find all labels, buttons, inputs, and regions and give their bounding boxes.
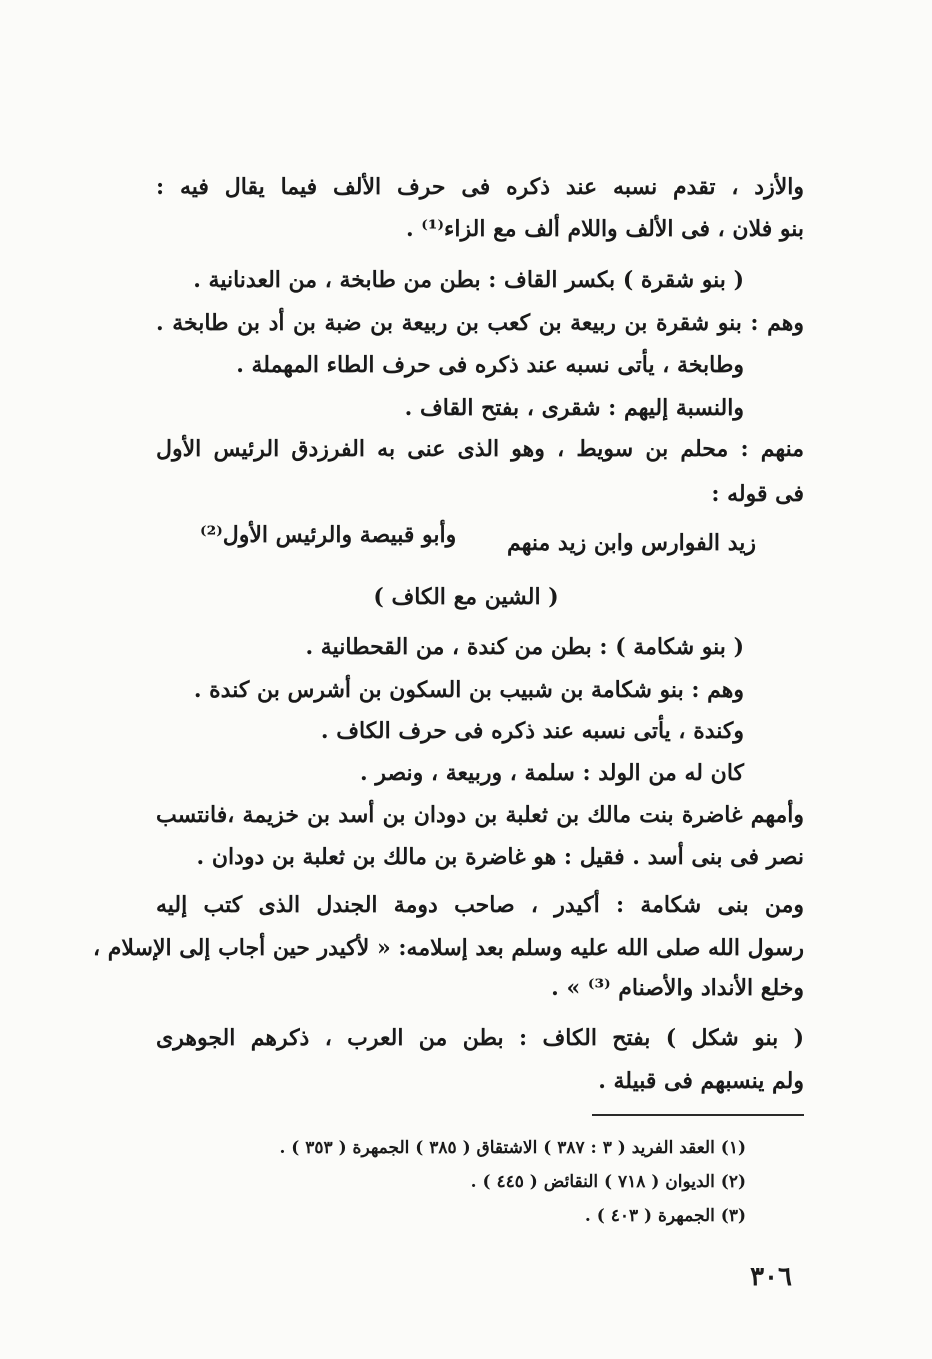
footnote: (٣) الجمهرة ( ٤٠٣ ) .	[584, 1206, 746, 1226]
verse-hemistich-right: زيد الفوارس وابن زيد منهم	[507, 530, 756, 556]
body-line: والنسبة إليهم : شقرى ، بفتح القاف .	[404, 395, 744, 421]
body-line: ولم ينسبهم فى قبيلة .	[598, 1068, 804, 1094]
body-line: رسول الله صلى الله عليه وسلم بعد إسلامه: « لأكيدر حين أجاب إلى الإسلام ،	[93, 935, 804, 961]
body-line: ( بنو شقرة ) بكسر القاف : بطن من طابخة ، من العدنانية .	[193, 267, 744, 293]
section-heading: ( الشين مع الكاف )	[373, 584, 559, 610]
page-number: ٣٠٦	[750, 1262, 792, 1292]
body-line: وهم : بنو شكامة بن شبيب بن السكون بن أشرس بن كندة .	[193, 677, 744, 703]
footnote: (١) العقد الفريد ( ٣ : ٣٨٧ ) الاشتقاق ( ٣٨٥ ) الجمهرة ( ٣٥٣ ) .	[279, 1138, 746, 1158]
body-line: وهم : بنو شقرة بن ربيعة بن كعب بن ربيعة بن ضبة بن أد بن طابخة .	[156, 310, 804, 336]
body-line: منهم : محلم بن سويط ، وهو الذى عنى به الفرزدق الرئيس الأول	[156, 436, 804, 462]
body-line: ( بنو شكامة ) : بطن من كندة ، من القحطانية .	[305, 634, 744, 660]
body-line: والأزد ، تقدم نسبه عند ذكره فى حرف الألف فيما يقال فيه :	[156, 174, 804, 200]
body-line: نصر فى بنى أسد . فقيل : هو غاضرة بن مالك بن ثعلبة بن دودان .	[196, 844, 804, 870]
body-line: ومن بنى شكامة : أكيدر ، صاحب دومة الجندل الذى كتب إليه	[156, 892, 804, 918]
body-line: وطابخة ، يأتى نسبه عند ذكره فى حرف الطاء المهملة .	[236, 352, 744, 378]
body-line: وأمهم غاضرة بنت مالك بن ثعلبة بن دودان بن أسد بن خزيمة ،فانتسب	[156, 802, 804, 828]
body-line: ( بنو شكل ) بفتح الكاف : بطن من العرب ، ذكرهم الجوهرى	[156, 1025, 804, 1051]
body-line: وكندة ، يأتى نسبه عند ذكره فى حرف الكاف .	[320, 718, 744, 744]
body-line: بنو فلان ، فى الألف واللام ألف مع الزاء⁽¹⁾ .	[405, 216, 804, 242]
footnote: (٢) الديوان ( ٧١٨ ) النقائض ( ٤٤٥ ) .	[470, 1172, 746, 1192]
footnote-rule	[592, 1114, 804, 1116]
verse-hemistich-left: وأبو قبيصة والرئيس الأول⁽²⁾	[200, 522, 457, 548]
body-line: وخلع الأنداد والأصنام ⁽³⁾ » .	[551, 975, 804, 1001]
body-line: فى قوله :	[711, 481, 804, 507]
body-line: كان له من الولد : سلمة ، وربيعة ، ونصر .	[360, 760, 744, 786]
